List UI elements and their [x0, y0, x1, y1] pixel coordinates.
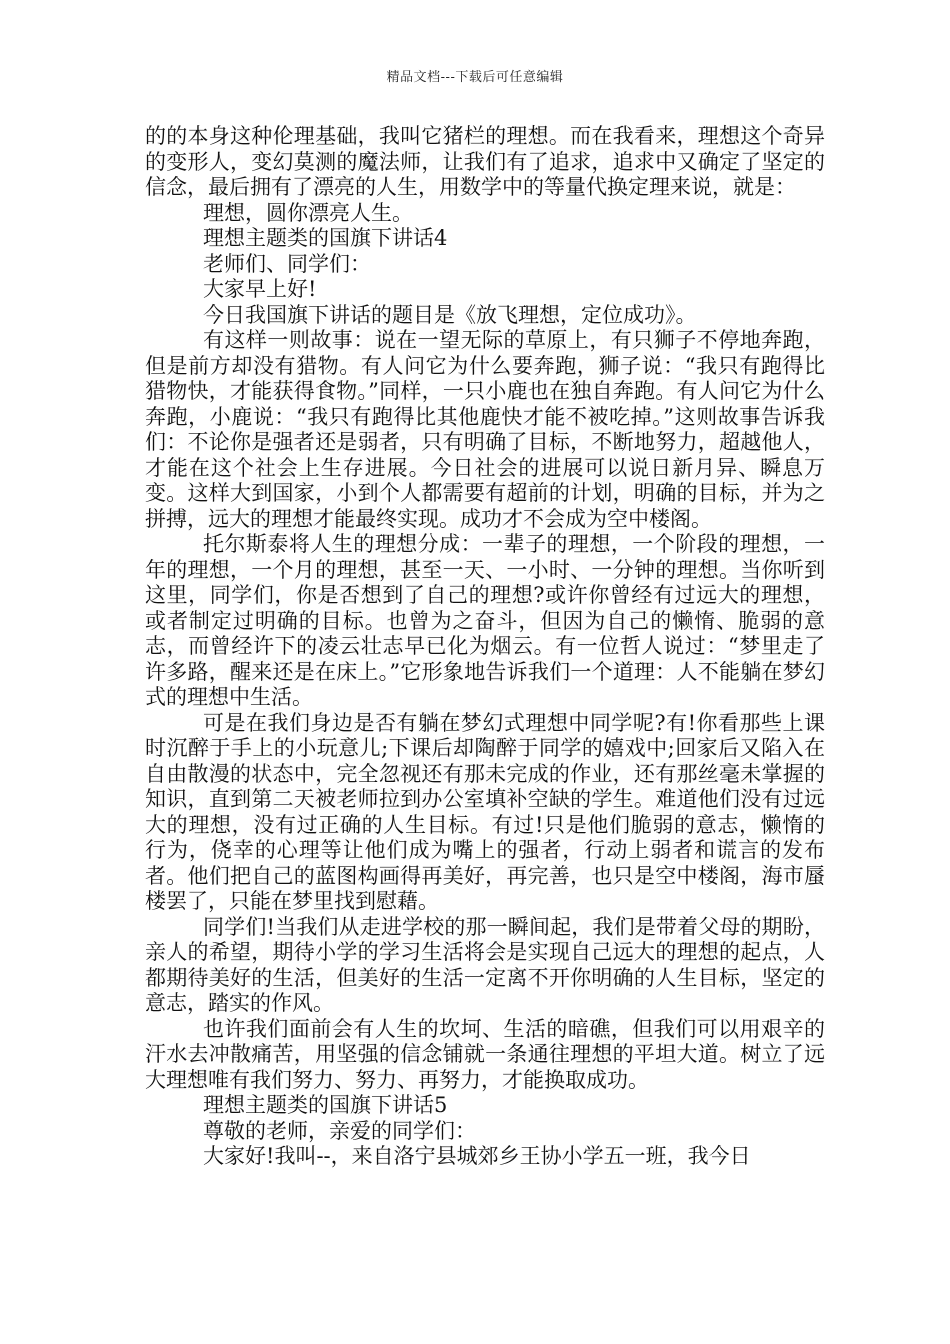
section-heading-5: 理想主题类的国旗下讲话5 [203, 1093, 448, 1117]
paragraph-tolstoy: 托尔斯泰将人生的理想分成：一辈子的理想，一个阶段的理想，一年的理想，一个月的理想，甚至一天、一小时、一分钟的理想。当你听到这里，同学们，你是否想到了自己的理想?或许你曾经有过远大的理想，或者制定过明确的目标。也曾为之奋斗，但因为自己的懒惰、脆弱的意志，而曾经许下的凌云壮志早已化为烟云。有一位哲人说过：“梦里走了许多路，醒来还是在床上。”它形象地告诉我们一个道理：人不能躺在梦幻式的理想中生活。 [145, 532, 825, 709]
speech-topic: 今日我国旗下讲话的题目是《放飞理想，定位成功》。 [203, 302, 697, 327]
paragraph-dreamers: 可是在我们身边是否有躺在梦幻式理想中同学呢?有!你看那些上课时沉醉于手上的小玩意儿;下课后却陶醉于同学的嬉戏中;回家后又陷入在自由散漫的状态中，完全忽视还有那未完成的作业，还有那丝毫未掌握的知识，直到第二天被老师拉到办公室填补空缺的学生。难道他们没有过远大的理想，没有过正确的人生目标。有过!只是他们脆弱的意志，懒惰的行为，侥幸的心理等让他们成为嘴上的强者，行动上弱者和谎言的发布者。他们把自己的蓝图构画得再美好，再完善，也只是空中楼阁，海市蜃楼罢了，只能在梦里找到慰藉。 [145, 710, 825, 913]
paragraph-students: 同学们!当我们从走进学校的那一瞬间起，我们是带着父母的期盼，亲人的希望，期待小学的学习生活将会是实现自己远大的理想的起点，人都期待美好的生活，但美好的生活一定离不开你明确的人生目标，坚定的意志，踏实的作风。 [145, 914, 825, 1015]
section-heading-4: 理想主题类的国旗下讲话4 [203, 226, 448, 250]
document-body [145, 124, 825, 1170]
salutation: 老师们、同学们： [203, 251, 371, 276]
paragraph-effort: 也许我们面前会有人生的坎坷、生活的暗礁，但我们可以用艰辛的汗水去冲散痛苦，用坚强的信念铺就一条通往理想的平坦大道。树立了远大理想唯有我们努力、努力、再努力，才能换取成功。 [145, 1016, 825, 1092]
paragraph-slogan: 理想，圆你漂亮人生。 [203, 200, 413, 225]
paragraph-continuation: 的的本身这种伦理基础，我叫它猪栏的理想。而在我看来，理想这个奇异的变形人，变幻莫测的魔法师，让我们有了追求，追求中又确定了坚定的信念，最后拥有了漂亮的人生，用数学中的等量代换定理来说，就是： [145, 124, 825, 199]
salutation-5: 尊敬的老师，亲爱的同学们： [203, 1118, 476, 1143]
paragraph-story: 有这样一则故事：说在一望无际的草原上，有只狮子不停地奔跑，但是前方却没有猎物。有人问它为什么要奔跑，狮子说：“我只有跑得比猎物快，才能获得食物。”同样，一只小鹿也在独自奔跑。有人问它为什么奔跑，小鹿说：“我只有跑得比其他鹿快才能不被吃掉。”这则故事告诉我们：不论你是强者还是弱者，只有明确了目标，不断地努力，超越他人，才能在这个社会上生存进展。今日社会的进展可以说日新月异、瞬息万变。这样大到国家，小到个人都需要有超前的计划，明确的目标，并为之拼搏，远大的理想才能最终实现。成功才不会成为空中楼阁。 [145, 328, 825, 531]
page-header: 精品文档---下载后可任意编辑 [386, 70, 564, 85]
intro-line: 大家好!我叫--，来自洛宁县城郊乡王协小学五一班，我今日 [203, 1144, 751, 1168]
greeting: 大家早上好! [203, 277, 317, 301]
